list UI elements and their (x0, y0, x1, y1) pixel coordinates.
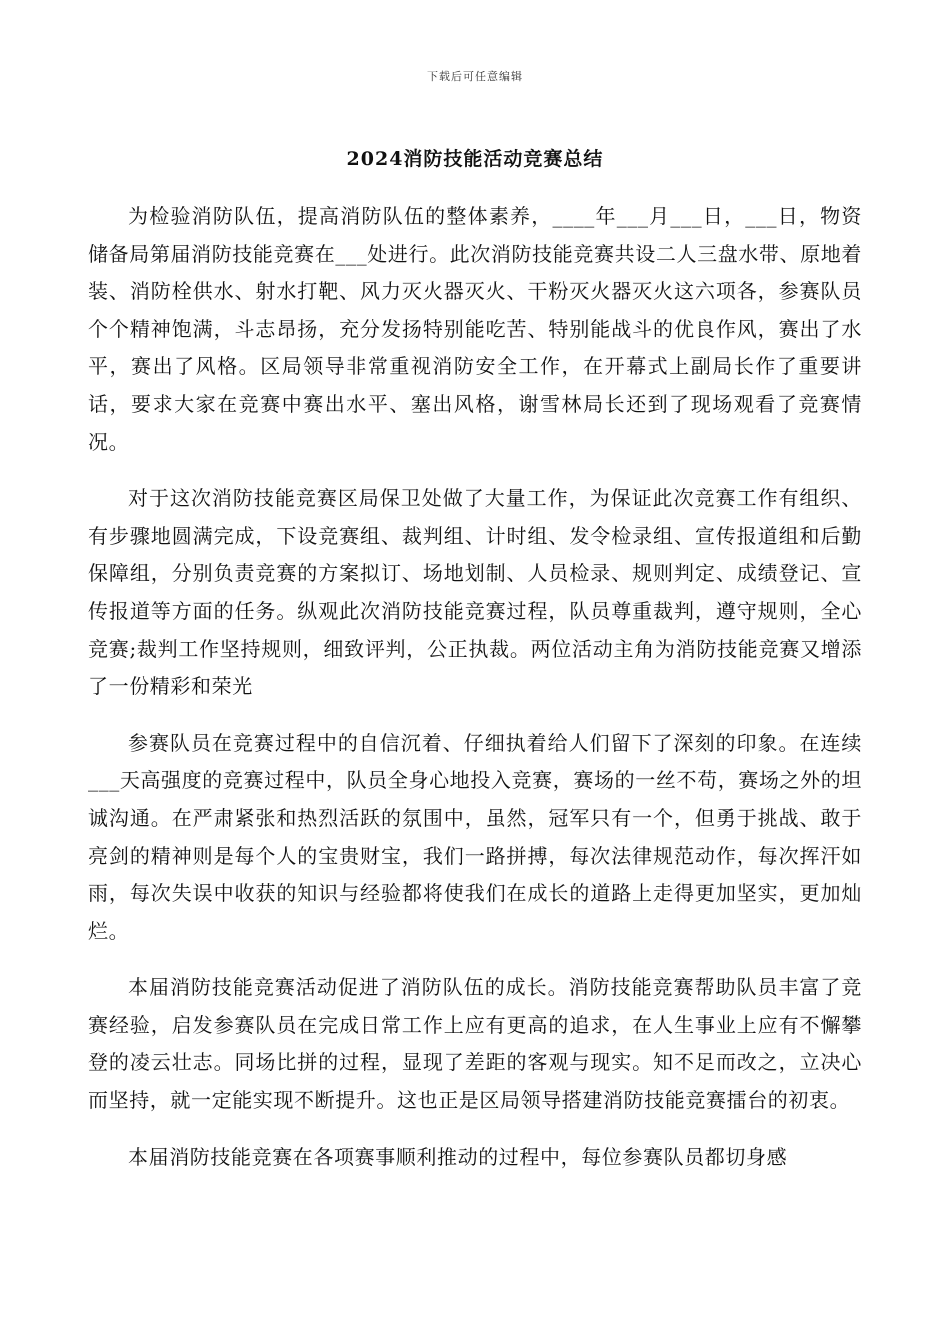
paragraph: 对于这次消防技能竞赛区局保卫处做了大量工作，为保证此次竞赛工作有组织、有步骤地圆满完成，下设竞赛组、裁判组、计时组、发令检录组、宣传报道组和后勤保障组，分别负责竞赛的方案拟订、场地划制、人员检录、规则判定、成绩登记、宣传报道等方面的任务。纵观此次消防技能竞赛过程，队员尊重裁判，遵守规则，全心竞赛;裁判工作坚持规则，细致评判，公正执裁。两位活动主角为消防技能竞赛又增添了一份精彩和荣光 (88, 486, 862, 699)
paragraph: 本届消防技能竞赛活动促进了消防队伍的成长。消防技能竞赛帮助队员丰富了竞赛经验，启发参赛队员在完成日常工作上应有更高的追求，在人生事业上应有不懈攀登的凌云壮志。同场比拼的过程，显现了差距的客观与现实。知不足而改之，立决心而坚持，就一定能实现不断提升。这也正是区局领导搭建消防技能竞赛擂台的初衷。 (88, 975, 862, 1113)
paragraph: 参赛队员在竞赛过程中的自信沉着、仔细执着给人们留下了深刻的印象。在连续___天高强度的竞赛过程中，队员全身心地投入竞赛，赛场的一丝不苟，赛场之外的坦诚沟通。在严肃紧张和热烈活跃的氛围中，虽然，冠军只有一个，但勇于挑战、敢于亮剑的精神则是每个人的宝贵财宝，我们一路拼搏，每次法律规范动作，每次挥汗如雨，每次失误中收获的知识与经验都将使我们在成长的道路上走得更加坚实，更加灿烂。 (88, 730, 862, 943)
paragraph: 本届消防技能竞赛在各项赛事顺利推动的过程中，每位参赛队员都切身感 (128, 1144, 788, 1169)
document-body (88, 198, 862, 1195)
paragraph: 为检验消防队伍，提高消防队伍的整体素养，____年___月___日，___日，物资储备局第届消防技能竞赛在___处进行。此次消防技能竞赛共设二人三盘水带、原地着装、消防栓供水、射水打靶、风力灭火器灭火、干粉灭火器灭火这六项各，参赛队员个个精神饱满，斗志昂扬，充分发扬特别能吃苦、特别能战斗的优良作风，赛出了水平，赛出了风格。区局领导非常重视消防安全工作，在开幕式上副局长作了重要讲话，要求大家在竞赛中赛出水平、塞出风格，谢雪林局长还到了现场观看了竞赛情况。 (88, 204, 862, 454)
document-title: 2024消防技能活动竞赛总结 (346, 148, 604, 170)
header-note: 下载后可任意编辑 (427, 70, 523, 83)
